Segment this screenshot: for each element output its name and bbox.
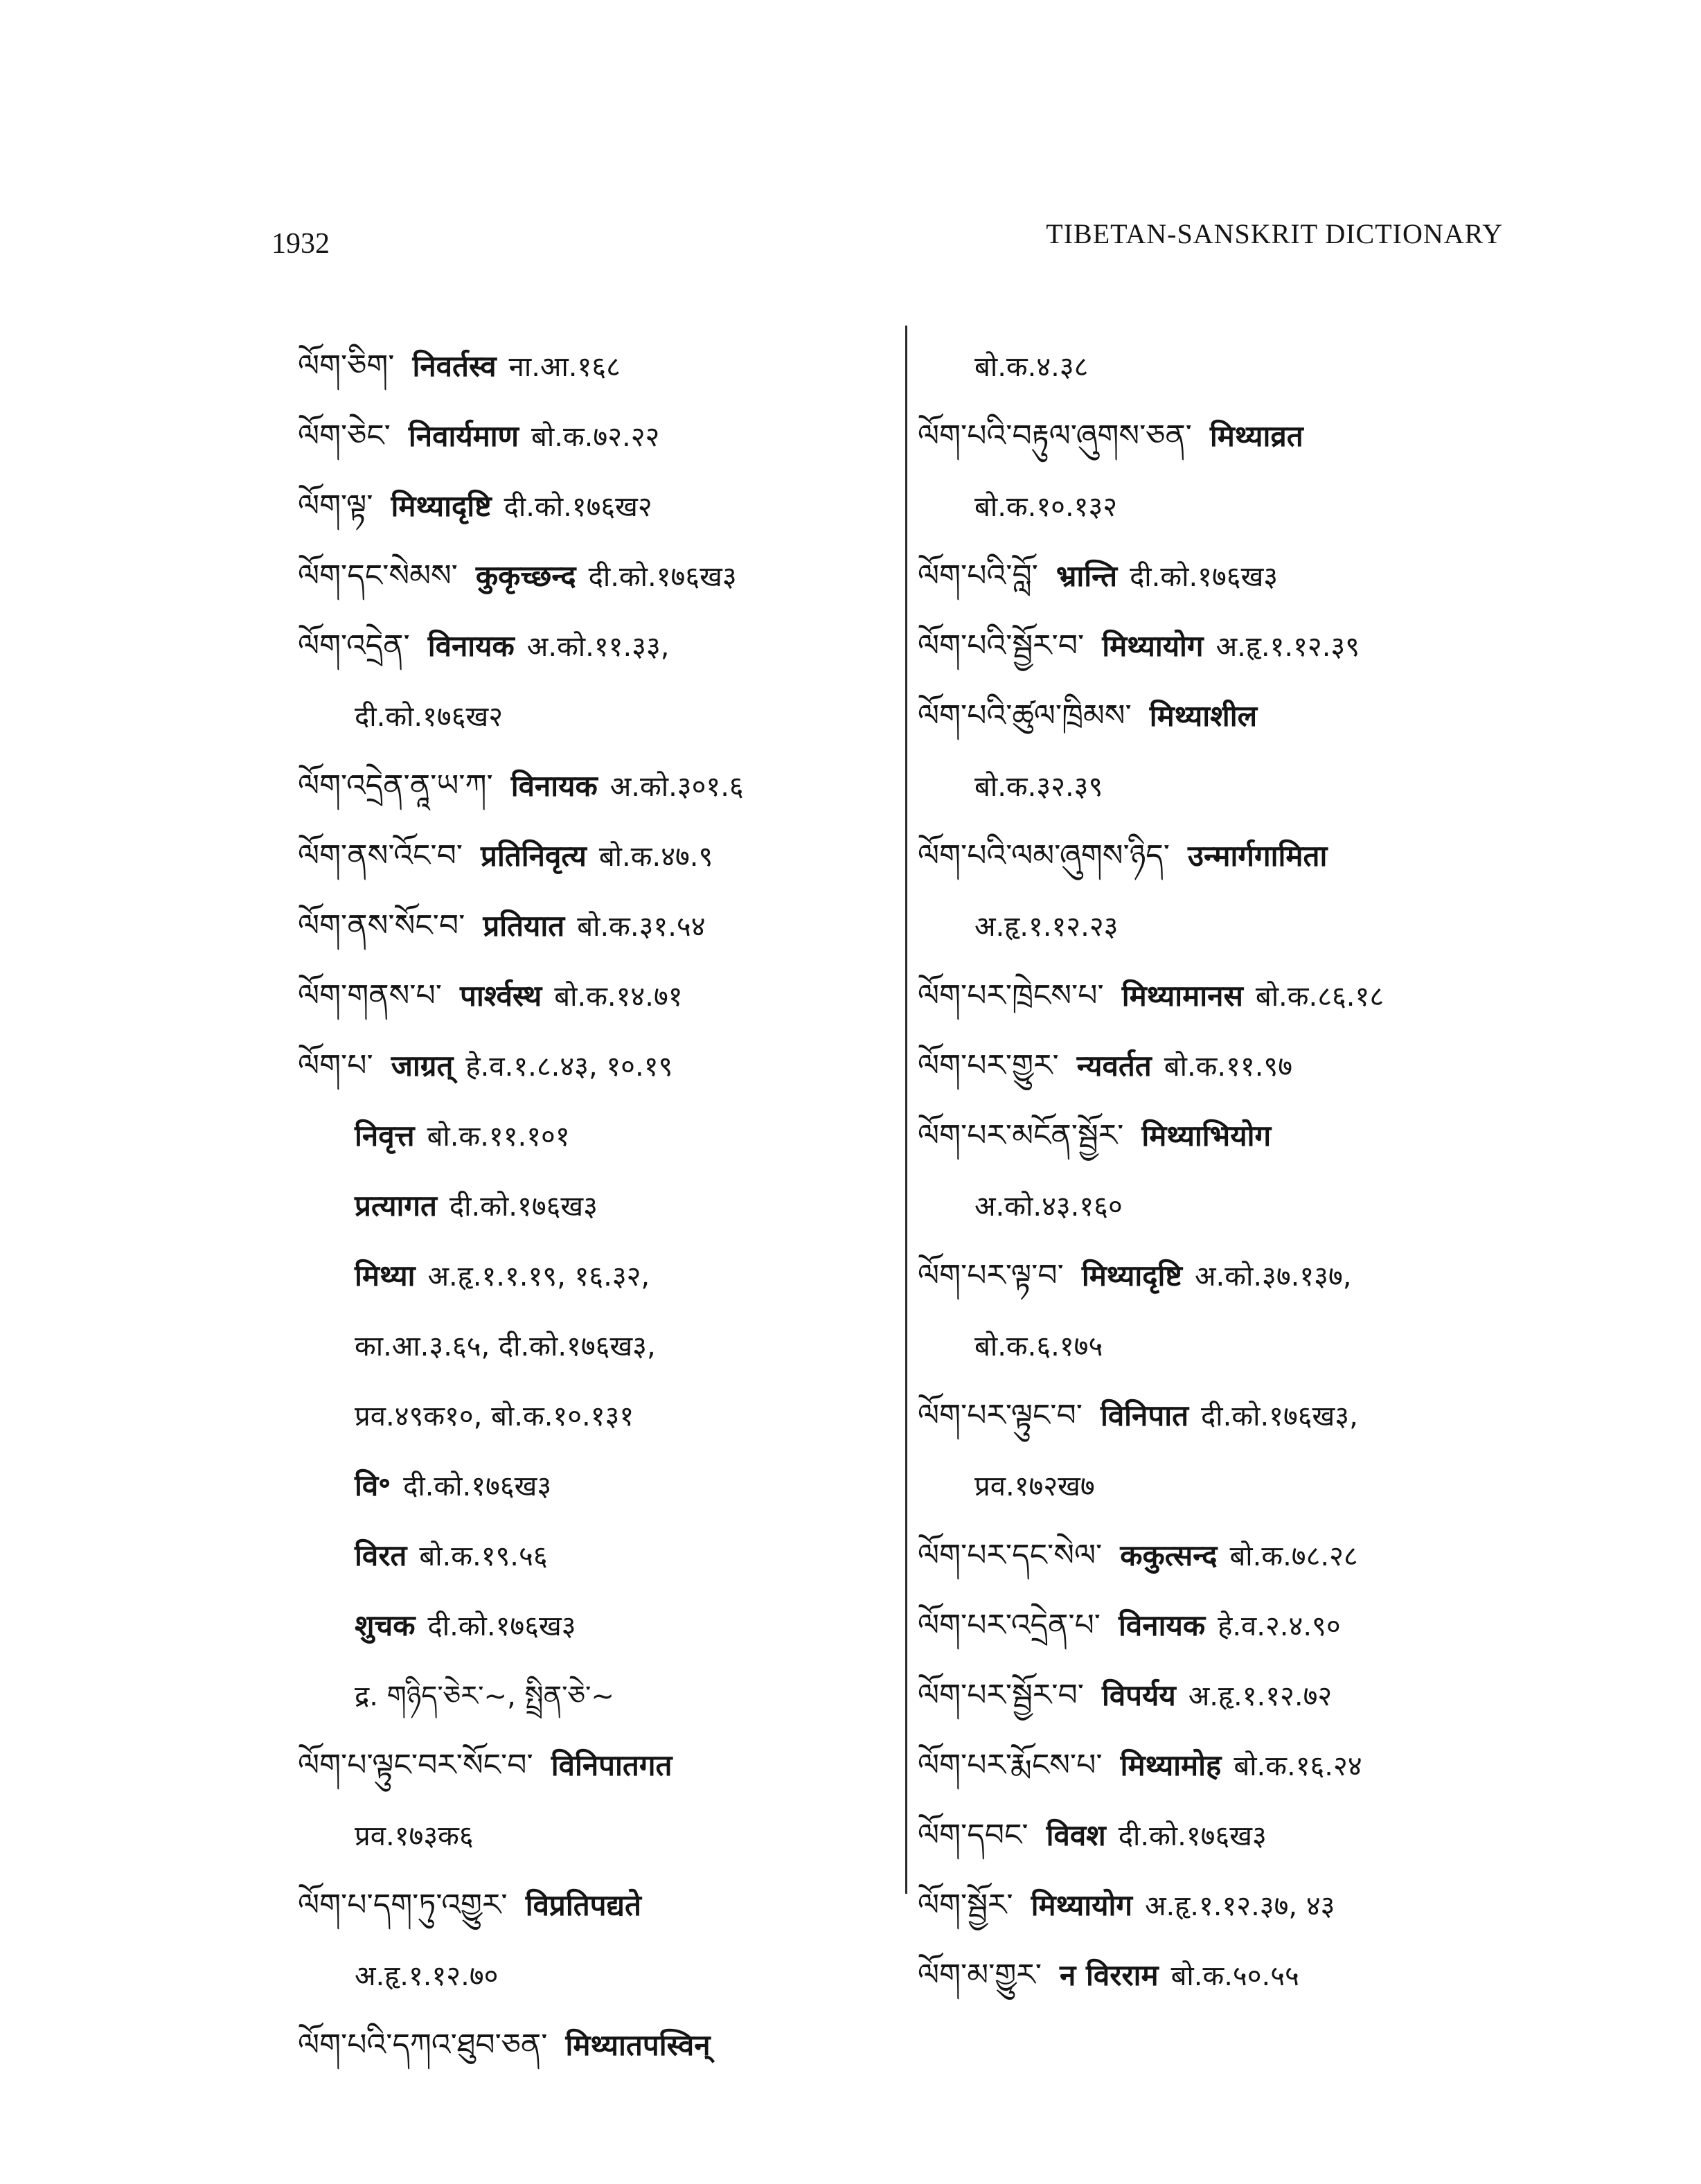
dictionary-line [918,1241,1527,1311]
sanskrit-equivalent: विनिपातगत [551,1748,673,1782]
dictionary-line [298,1520,893,1590]
source-reference: बो.क.८६.१८ [1255,981,1384,1013]
dictionary-line [298,1450,893,1520]
dictionary-line [918,1380,1527,1450]
source-reference: ना.आ.१६८ [508,351,621,383]
sanskrit-equivalent: मिथ्या [355,1259,416,1293]
tibetan-headword: ལོག་འདྲེན་ནཱ་ཡ་ཀ་ [298,768,493,804]
sanskrit-equivalent: ककुत्सन्द [1120,1538,1218,1572]
sanskrit-equivalent: मिथ्यायोग [1031,1888,1132,1922]
tibetan-headword: ལོག་པར་མངོན་སྦྱོར་ [918,1118,1124,1153]
source-reference: अ.हृ.१.१.१९, १६.३२, [427,1261,650,1293]
tibetan-headword: ལོག་དང་སེམས་ [298,558,458,594]
tibetan-headword: ལོག་ནས་འོང་བ་ [298,838,463,873]
dictionary-line [918,961,1527,1031]
sanskrit-equivalent: प्रतिनिवृत्य [481,839,587,873]
dictionary-line [298,1940,893,2010]
sanskrit-equivalent: प्रतियात [483,909,565,943]
source-reference: बो.क.३१.५४ [577,911,706,943]
dictionary-line [918,821,1527,891]
dictionary-line [298,1660,893,1730]
source-reference: बो.क.४७.९ [598,841,713,873]
source-reference: अ.को.३०१.६ [609,771,744,803]
source-reference: दी.को.१७६ख३ [1130,561,1279,593]
tibetan-headword: ལོག་པ་ [298,1048,373,1083]
dictionary-line [298,331,893,401]
source-reference: दी.को.१७६ख३ [449,1191,598,1223]
sanskrit-equivalent: न्यवर्तत [1076,1049,1152,1083]
tibetan-headword: ལོག་པའི་དཀའ་ཐུབ་ཅན་ [298,2027,548,2063]
source-reference: अ.हृ.१.१२.३७, ४३ [1144,1890,1335,1922]
sanskrit-equivalent: विनायक [510,769,598,803]
source-reference: अ.हृ.१.१२.३९ [1215,631,1360,663]
dictionary-line [298,1590,893,1660]
dictionary-line [918,1171,1527,1241]
tibetan-headword: ལོག་འདྲེན་ [298,628,410,664]
sanskrit-equivalent: निवर्तस्व [412,349,497,383]
right-column [918,331,1527,2010]
tibetan-headword: ལོག་དབང་ [918,1818,1028,1853]
source-reference: बो.क.७२.२२ [531,421,660,453]
source-reference: प्रव.४९क१०, बो.क.१०.१३१ [355,1401,634,1432]
dictionary-line [298,1730,893,1800]
sanskrit-equivalent: प्रत्यागत [355,1189,437,1223]
dictionary-line [298,961,893,1031]
dictionary-line [918,1730,1527,1800]
source-reference: अ.को.११.३३, [526,631,670,663]
sanskrit-equivalent: जाग्रत् [391,1049,454,1083]
source-reference: बो.क.४.३८ [974,351,1089,383]
tibetan-headword: ལོག་པར་ལྟ་བ་ [918,1258,1064,1293]
dictionary-line [918,681,1527,751]
source-reference: दी.को.१७६ख२ [355,701,504,733]
source-reference: बो.क.३२.३९ [974,771,1103,803]
source-reference: प्रव.१७३क६ [355,1820,474,1852]
sanskrit-equivalent: मिथ्यादृष्टि [391,489,492,523]
dictionary-line [918,401,1527,471]
dictionary-line [298,541,893,611]
tibetan-headword: ལོག་པར་ལྟུང་བ་ [918,1398,1083,1433]
tibetan-headword: ལོག་པའི་ལམ་ཞུགས་ཉིད་ [918,838,1170,873]
sanskrit-equivalent: उन्मार्गगामिता [1187,839,1328,873]
source-reference: बो.क.१०.१३२ [974,491,1118,523]
source-reference: दी.को.१७६ख३ [427,1610,576,1642]
tibetan-headword: ལོག་སྦྱོར་ [918,1888,1013,1923]
dictionary-line [918,1520,1527,1590]
sanskrit-equivalent: विपर्यय [1101,1678,1176,1712]
dictionary-line [298,401,893,471]
tibetan-headword: ལོག་མ་གྱུར་ [918,1957,1042,1993]
source-reference: अ.हृ.१.१२.७० [355,1960,499,1992]
dictionary-line [298,1800,893,1870]
dictionary-line [298,1031,893,1101]
tibetan-headword: ལོག་པར་དང་སེལ་ [918,1538,1103,1573]
tibetan-headword: ལོག་པར་རྨོངས་པ་ [918,1748,1103,1783]
dictionary-line [298,1241,893,1311]
running-title: TIBETAN-SANSKRIT DICTIONARY [1046,218,1503,249]
tibetan-headword: ལོག་པར་གྱུར་ [918,1048,1059,1083]
tibetan-headword: ལོག་པའི་སྦྱོར་བ་ [918,628,1085,664]
dictionary-line [298,751,893,821]
sanskrit-equivalent: निवृत्त [355,1119,415,1153]
sanskrit-equivalent: शुचक [355,1608,416,1642]
sanskrit-equivalent: मिथ्याशील [1149,699,1258,733]
dictionary-line [298,1101,893,1171]
sanskrit-equivalent: विनायक [427,629,515,663]
tibetan-headword: ལོག་གནས་པ་ [298,978,442,1013]
source-reference: बो.क.१४.७१ [554,981,683,1013]
source-reference: बो.क.६.१७५ [974,1331,1103,1362]
dictionary-line [918,1800,1527,1870]
source-reference: हे.व.१.८.४३, १०.१९ [465,1051,673,1083]
source-reference: बो.क.१६.२४ [1234,1750,1362,1782]
dictionary-line [918,891,1527,961]
dictionary-line [918,1590,1527,1660]
tibetan-headword: ལོག་པ་དག་ཏུ་འགྱུར་ [298,1888,508,1923]
sanskrit-equivalent: मिथ्यातपस्विन् [565,2028,711,2062]
tibetan-headword: ལོག་པར་སྦྱོར་བ་ [918,1678,1084,1713]
tibetan-headword: ལོག་པའི་བློ་ [918,558,1038,594]
dictionary-line [298,1311,893,1380]
tibetan-headword: ལོག་པ་ལྟུང་བར་སོང་བ་ [298,1748,533,1783]
source-reference: द्र. གཉིད་ཅེར་~, སྤྲིན་ཅེ་~ [355,1680,614,1712]
tibetan-headword: ལོག་ཅིག་ [298,348,395,384]
dictionary-line [918,1101,1527,1171]
source-reference: बो.क.७८.२८ [1229,1541,1358,1572]
sanskrit-equivalent: मिथ्याव्रत [1209,419,1303,453]
source-reference: बो.क.५०.५५ [1170,1960,1299,1992]
dictionary-line [918,751,1527,821]
source-reference: बो.क.११.१०१ [427,1121,570,1153]
dictionary-line [298,1380,893,1450]
dictionary-line [918,1311,1527,1380]
source-reference: प्रव.१७२ख७ [974,1471,1095,1502]
sanskrit-equivalent: विनिपात [1100,1399,1189,1432]
tibetan-headword: ལོག་ཅེང་ [298,418,391,454]
dictionary-line [918,1870,1527,1940]
dictionary-line [298,2010,893,2080]
sanskrit-equivalent: न विरराम [1060,1958,1159,1992]
dictionary-line [298,681,893,751]
dictionary-line [298,891,893,961]
sanskrit-equivalent: मिथ्यायोग [1102,629,1204,663]
source-reference: अ.को.३७.१३७, [1194,1261,1352,1293]
page-number: 1932 [271,228,330,260]
source-reference: बो.क.११.९७ [1164,1051,1293,1083]
dictionary-line [918,611,1527,681]
column-divider [905,326,907,1894]
sanskrit-equivalent: मिथ्यादृष्टि [1081,1259,1182,1293]
tibetan-headword: ལོག་པའི་བརྟུལ་ཞུགས་ཅན་ [918,418,1192,454]
sanskrit-equivalent: वि॰ [355,1468,391,1502]
source-reference: अ.हृ.१.१२.२३ [974,911,1119,943]
dictionary-line [918,471,1527,541]
tibetan-headword: ལོག་ནས་སོང་བ་ [298,908,465,943]
sanskrit-equivalent: विवश [1046,1818,1106,1852]
dictionary-line [298,821,893,891]
source-reference: का.आ.३.६५, दी.को.१७६ख३, [355,1331,656,1362]
sanskrit-equivalent: पार्श्वस्थ [460,979,542,1013]
source-reference: दी.को.१७६ख३ [588,561,737,593]
source-reference: दी.को.१७६ख३ [403,1471,552,1502]
tibetan-headword: ལོག་ལྟ་ [298,488,373,524]
sanskrit-equivalent: मिथ्यामानस [1121,979,1243,1013]
sanskrit-equivalent: विनायक [1119,1608,1206,1642]
source-reference: अ.को.४३.१६० [974,1191,1123,1223]
tibetan-headword: ལོག་པར་ཁྲེངས་པ་ [918,978,1104,1013]
dictionary-line [918,541,1527,611]
sanskrit-equivalent: मिथ्याभियोग [1141,1119,1272,1153]
dictionary-line [298,1171,893,1241]
dictionary-line [918,1450,1527,1520]
source-reference: दी.को.१७६ख३ [1118,1820,1267,1852]
tibetan-headword: ལོག་པའི་ཚུལ་ཁྲིམས་ [918,698,1132,734]
sanskrit-equivalent: कुकृच्छन्द [475,559,576,593]
dictionary-line [298,471,893,541]
dictionary-line [918,1660,1527,1730]
dictionary-line [918,1940,1527,2010]
source-reference: अ.हृ.१.१२.७२ [1188,1680,1333,1712]
sanskrit-equivalent: निवार्यमाण [408,419,519,453]
sanskrit-equivalent: विरत [355,1538,407,1572]
dictionary-line [918,1031,1527,1101]
sanskrit-equivalent: विप्रतिपद्यते [525,1888,641,1922]
dictionary-line [298,1870,893,1940]
source-reference: हे.व.२.४.९० [1218,1610,1341,1642]
left-column [298,331,893,2080]
sanskrit-equivalent: भ्रान्ति [1056,559,1118,593]
dictionary-line [298,611,893,681]
dictionary-line [918,331,1527,401]
source-reference: दी.को.१७६ख३, [1201,1401,1358,1432]
sanskrit-equivalent: मिथ्यामोह [1120,1748,1222,1782]
source-reference: दी.को.१७६ख२ [504,491,652,523]
source-reference: बो.क.१९.५६ [419,1541,548,1572]
tibetan-headword: ལོག་པར་འདྲེན་པ་ [918,1608,1101,1643]
